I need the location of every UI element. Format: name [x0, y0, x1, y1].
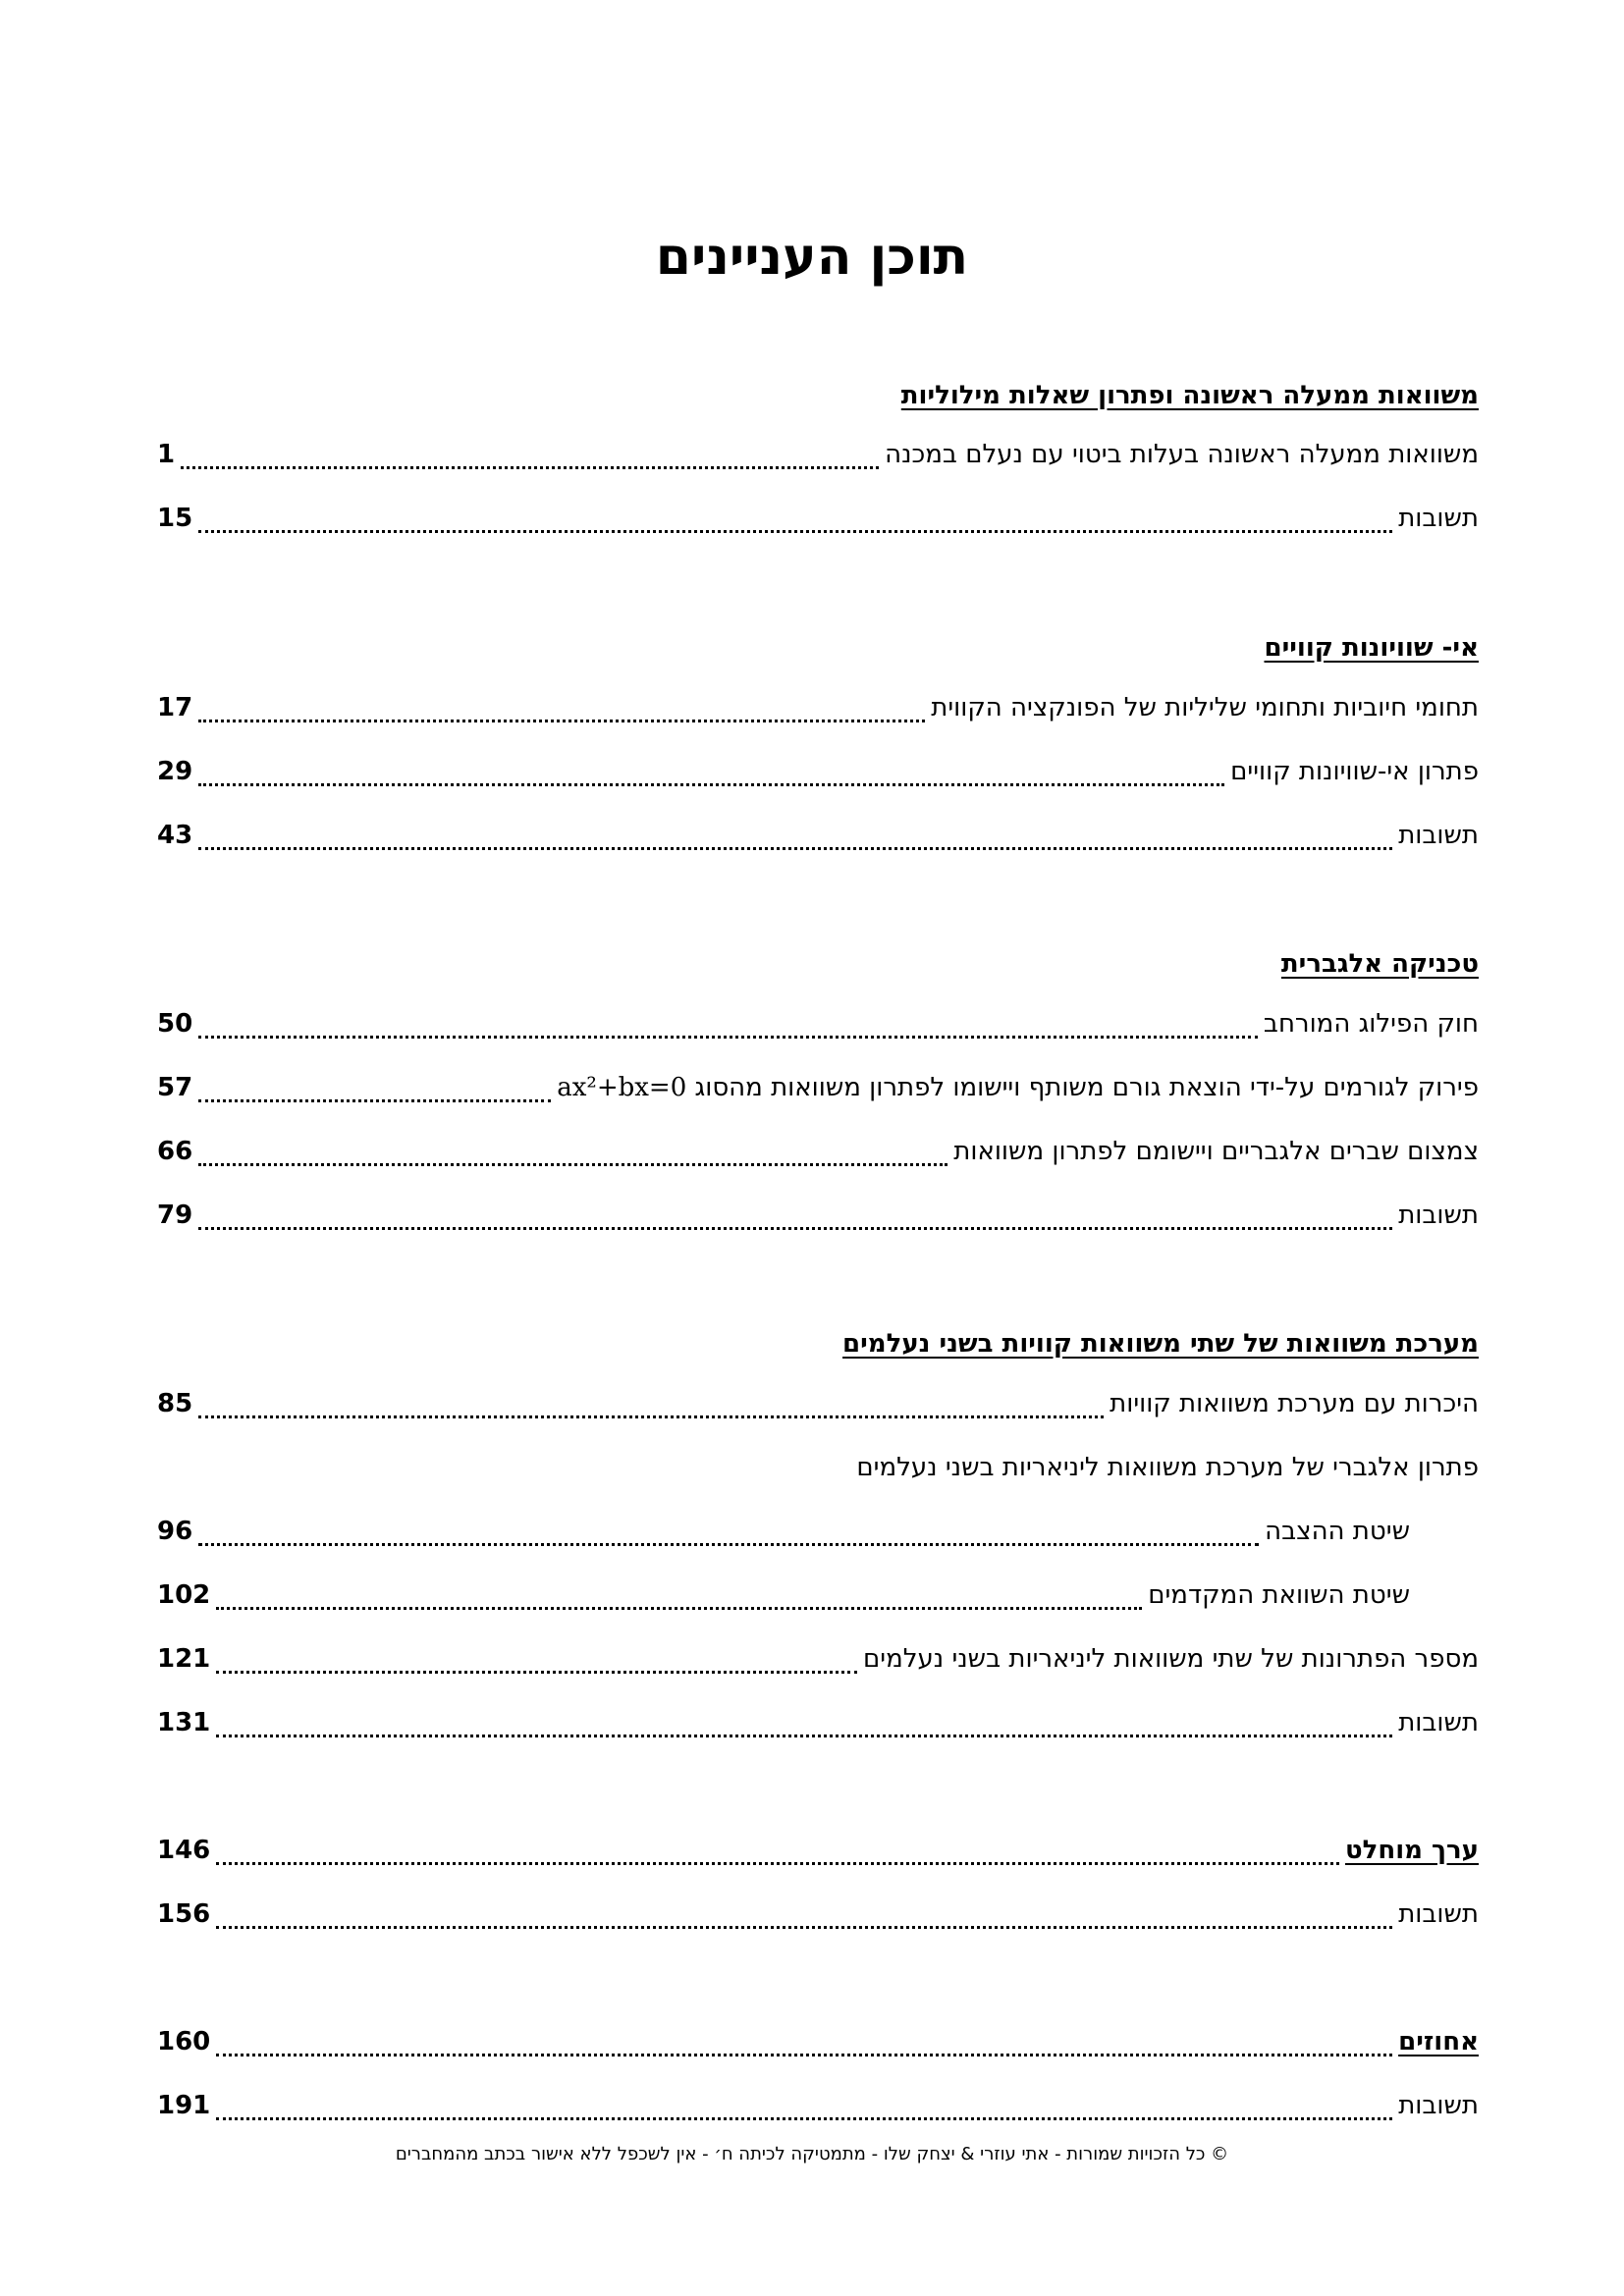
- section-heading: טכניקה אלגברית: [1280, 949, 1479, 979]
- dot-leader: [198, 1415, 1104, 1418]
- toc-page-number: 191: [157, 2091, 211, 2120]
- toc-page-number: 96: [157, 1517, 193, 1546]
- dot-leader: [216, 1671, 857, 1674]
- toc-entry-label: תשובות: [1398, 1201, 1479, 1230]
- toc-page-number: 160: [157, 2027, 211, 2056]
- toc-page-number: 15: [157, 504, 193, 533]
- toc-page-number: 43: [157, 821, 193, 850]
- toc-page-number: 85: [157, 1389, 193, 1418]
- toc-entry[interactable]: [157, 2091, 1479, 2130]
- dot-leader: [198, 720, 925, 722]
- dot-leader: [198, 1227, 1392, 1230]
- toc-entry[interactable]: [157, 1201, 1479, 1240]
- dot-leader: [198, 1543, 1259, 1546]
- dot-leader: [216, 1735, 1392, 1737]
- dot-leader: [198, 1036, 1258, 1039]
- toc-entry-label: תשובות: [1398, 2091, 1479, 2120]
- toc-entry-text: פירוק לגורמים על-ידי הוצאת גורם משותף ויישומו לפתרון משוואות מהסוג: [694, 1073, 1479, 1102]
- toc-page-number: 131: [157, 1708, 211, 1737]
- section-heading: אחוזים: [1398, 2027, 1479, 2056]
- toc-entry[interactable]: [157, 1453, 1479, 1492]
- toc-entry[interactable]: [157, 1009, 1479, 1048]
- toc-entry-label: שיטת השוואת המקדמים: [1148, 1580, 1410, 1610]
- toc-page-number: 102: [157, 1580, 211, 1610]
- toc-entry-label: [557, 1073, 1479, 1102]
- toc-subentry[interactable]: [157, 1517, 1410, 1556]
- copyright-footer: © כל הזכויות שמורות - אתי עוזרי & יצחק שלו - מתמטיקה לכיתה ח׳ - אין לשכפל ללא אישור בכתב מהמחברים: [395, 2144, 1229, 2164]
- toc-entry[interactable]: [157, 1073, 1479, 1112]
- toc-entry[interactable]: [157, 1644, 1479, 1683]
- dot-leader: [216, 1926, 1392, 1929]
- toc-entry-label: משוואות ממעלה ראשונה בעלות ביטוי עם נעלם במכנה: [885, 440, 1479, 469]
- toc-page-number: 66: [157, 1137, 193, 1166]
- toc-page-number: 1: [157, 440, 176, 469]
- math-expression: ax²+bx=0: [557, 1073, 687, 1102]
- dot-leader: [198, 847, 1392, 850]
- section-heading: ערך מוחלט: [1344, 1836, 1479, 1865]
- toc-entry[interactable]: [157, 440, 1479, 479]
- dot-leader: [198, 530, 1392, 533]
- toc-entry-label: פתרון אלגברי של מערכת משוואות ליניאריות בשני נעלמים: [856, 1453, 1479, 1482]
- toc-page-number: 17: [157, 693, 193, 722]
- toc-entry-label: תשובות: [1398, 1899, 1479, 1929]
- toc-entry-label: תשובות: [1398, 504, 1479, 533]
- toc-subentry[interactable]: [157, 1580, 1410, 1620]
- toc-entry-label: חוק הפילוג המורחב: [1263, 1009, 1479, 1039]
- toc-page-number: 79: [157, 1201, 193, 1230]
- toc-page-number: 146: [157, 1836, 211, 1865]
- toc-section-entry[interactable]: [157, 2027, 1479, 2066]
- dot-leader: [216, 1862, 1339, 1865]
- toc-entry-label: תשובות: [1398, 1708, 1479, 1737]
- toc-entry[interactable]: [157, 1389, 1479, 1428]
- toc-entry-label: פתרון אי-שוויונות קוויים: [1230, 757, 1479, 786]
- section-heading: אי- שוויונות קוויים: [1264, 633, 1479, 663]
- toc-entry-label: שיטת ההצבה: [1265, 1517, 1410, 1546]
- dot-leader: [198, 783, 1224, 786]
- toc-entry-label: תשובות: [1398, 821, 1479, 850]
- toc-entry[interactable]: [157, 1708, 1479, 1747]
- toc-entry[interactable]: [157, 821, 1479, 860]
- toc-page-number: 57: [157, 1073, 193, 1102]
- toc-page-number: 29: [157, 757, 193, 786]
- toc-entry[interactable]: [157, 757, 1479, 796]
- dot-leader: [198, 1163, 947, 1166]
- dot-leader: [181, 466, 879, 469]
- toc-entry[interactable]: [157, 693, 1479, 732]
- dot-leader: [216, 1607, 1142, 1610]
- toc-entry-label: היכרות עם מערכת משוואות קוויות: [1110, 1389, 1479, 1418]
- toc-entry-label: מספר הפתרונות של שתי משוואות ליניאריות בשני נעלמים: [863, 1644, 1479, 1674]
- toc-entry[interactable]: [157, 1137, 1479, 1176]
- toc-page-number: 50: [157, 1009, 193, 1039]
- dot-leader: [216, 2054, 1392, 2056]
- toc-entry[interactable]: [157, 504, 1479, 543]
- dot-leader: [216, 2117, 1392, 2120]
- toc-page-number: 156: [157, 1899, 211, 1929]
- section-heading: משוואות ממעלה ראשונה ופתרון שאלות מילוליות: [900, 381, 1479, 410]
- toc-entry-label: צמצום שברים אלגבריים ויישומם לפתרון משוואות: [953, 1137, 1479, 1166]
- section-heading: מערכת משוואות של שתי משוואות קוויות בשני נעלמים: [842, 1329, 1479, 1359]
- toc-page-number: 121: [157, 1644, 211, 1674]
- dot-leader: [198, 1099, 551, 1102]
- toc-entry-label: תחומי חיוביות ותחומי שליליות של הפונקציה הקווית: [931, 693, 1479, 722]
- toc-section-entry[interactable]: [157, 1836, 1479, 1875]
- toc-entry[interactable]: [157, 1899, 1479, 1939]
- page-title: תוכן העניינים: [655, 228, 969, 287]
